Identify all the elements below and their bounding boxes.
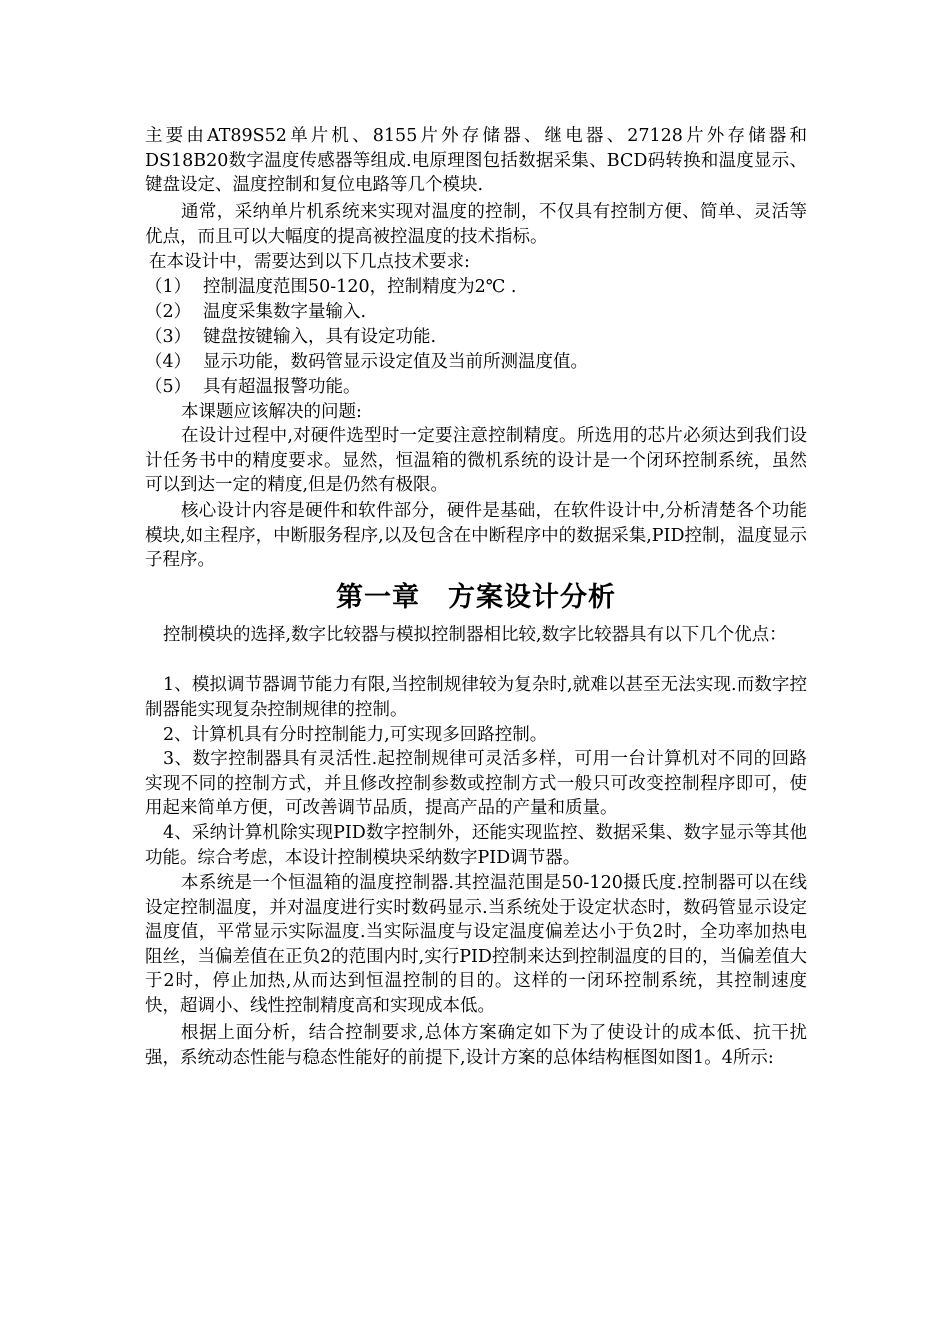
system-paragraph: 本系统是一个恒温箱的温度控制器.其控温范围是50-120摄氏度.控制器可以在线设定控制温度，并对温度进行实时数码显示.当系统处于设定状态时，数码管显示设定温度值，平常显示实际温度.当实际温度与设定温度偏差达小于负2时，全功率加热电阻丝，当偏差值在正负2的范围内时,实行PID控制来达到控制温度的目的，当偏差值大于2时，停止加热,从而达到恒温控制的目的。这样的一闭环控制系统，其控制速度快，超调小、线性控制精度高和实现成本低。: [145, 873, 807, 1016]
chapter-title: 第一章 方案设计分析: [336, 582, 616, 613]
requirement-text: 温度采集数字量输入.: [203, 302, 367, 322]
requirement-number: （4）: [145, 352, 192, 372]
intro-paragraph: 主要由AT89S52单片机、8155片外存储器、继电器、27128片外存储器和DS18B20数字温度传感器等组成.电原理图包括数据采集、BCD码转换和温度显示、键盘设定、温度控制和复位电路等几个模块.: [145, 126, 807, 196]
requirement-item: [145, 325, 807, 350]
requirement-text: 控制温度范围50-120，控制精度为2℃ .: [203, 277, 517, 297]
requirement-item: [145, 300, 807, 325]
choice-paragraph: 控制模块的选择,数字比较器与模拟控制器相比较,数字比较器具有以下几个优点：: [163, 625, 787, 645]
advantage-item: 3、数字控制器具有灵活性.起控制规律可灵活多样，可用一台计算机对不同的回路实现不同的控制方式，并且修改控制参数或控制方式一般只可改变控制程序即可，使用起来简单方便，可改善调节品质，提高产品的产量和质量。: [145, 749, 807, 819]
requirement-text: 具有超温报警功能。: [203, 377, 361, 397]
requirement-text: 键盘按键输入，具有设定功能.: [203, 327, 437, 347]
requirement-number: （3）: [145, 327, 192, 347]
requirement-item: [145, 350, 807, 375]
core-design-paragraph: 核心设计内容是硬件和软件部分，硬件是基础，在软件设计中,分析清楚各个功能模块,如主程序，中断服务程序,以及包含在中断程序中的数据采集,PID控制，温度显示子程序。: [145, 501, 807, 571]
requirement-number: （2）: [145, 302, 192, 322]
problems-title: 本课题应该解决的问题:: [181, 402, 362, 422]
advantage-item: 2、计算机具有分时控制能力,可实现多回路控制。: [163, 725, 548, 745]
precision-paragraph: 在设计过程中,对硬件选型时一定要注意控制精度。所选用的芯片必须达到我们设计任务书中的精度要求。显然，恒温箱的微机系统的设计是一个闭环控制系统，虽然可以到达一定的精度,但是仍然有极限。: [145, 426, 807, 496]
requirements-intro: 在本设计中，需要达到以下几点技术要求:: [149, 252, 470, 272]
advantage-item: 4、采纳计算机除实现PID数字控制外，还能实现监控、数据采集、数字显示等其他功能。综合考虑，本设计控制模块采纳数字PID调节器。: [145, 823, 807, 868]
advantage-item: 1、模拟调节器调节能力有限,当控制规律较为复杂时,就难以甚至无法实现.而数字控制器能实现复杂控制规律的控制。: [145, 675, 807, 720]
common-paragraph: 通常，采纳单片机系统来实现对温度的控制，不仅具有控制方便、简单、灵活等优点，而且可以大幅度的提高被控温度的技术指标。: [145, 202, 807, 247]
requirement-number: （1）: [145, 277, 192, 297]
requirement-number: （5）: [145, 377, 192, 397]
requirement-text: 显示功能，数码管显示设定值及当前所测温度值。: [203, 352, 588, 372]
requirement-item: [145, 275, 807, 300]
requirement-item: [145, 375, 807, 400]
conclusion-paragraph: 根据上面分析，结合控制要求,总体方案确定如下为了使设计的成本低、抗干扰强，系统动态性能与稳态性能好的前提下,设计方案的总体结构框图如图1。4所示:: [145, 1023, 807, 1068]
